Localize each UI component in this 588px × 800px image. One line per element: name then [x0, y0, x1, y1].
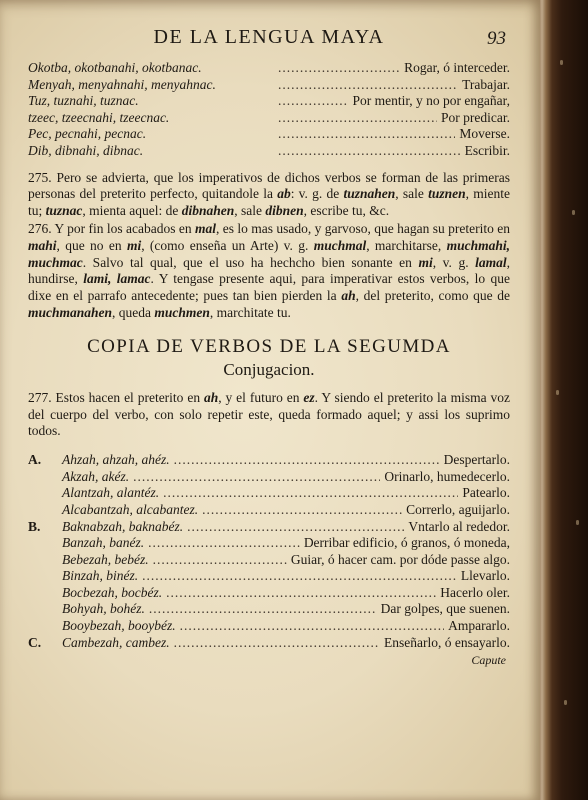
verb-entry: Menyah, menyahnahi, menyahnac. ..... Trabajar.	[28, 77, 510, 94]
verb-row: Akzah, akéz. ..... Orinarlo, humedecerlo.	[28, 469, 510, 486]
paragraph-276: 276. Y por fin los acabados en mal, es lo mas usado, y garvoso, que hagan su preterito en mahi, que no en mi, (como enseña un Arte) v. g. muchmal, marchitarse, muchmahi, muchmac. Salvo tal qual, que el uso ha hechcho bien sonante en mi, v. g. lamal, hundirse, lami, lamac. Y tengase presente aqui, para imperativar estos verbos, lo que dixe en el parrafo antecedente; pues tan bien pierden la ah, del preterito, como que de muchmanahen, queda muchmen, marchitate tu.	[28, 220, 511, 320]
verb-row: Bebezah, bebéz. ..... Guiar, ó hacer cam. por dóde passe algo.	[28, 552, 510, 569]
running-title: DE LA LENGUA MAYA	[153, 26, 385, 48]
verb-row: Alcabantzah, alcabantez. ..... Correrlo, aguijarlo.	[28, 502, 510, 519]
verb-entry: Okotba, okotbanahi, okotbanac. ..... Rogar, ó interceder.	[28, 60, 510, 77]
verb-row: Booybezah, booybéz. ..... Ampararlo.	[28, 618, 510, 635]
verb-entry: Dib, dibnahi, dibnac. ..... Escribir.	[28, 143, 510, 160]
paragraph-277: 277. Estos hacen el preterito en ah, y el futuro en ez. Y siendo el preterito la misma voz del cuerpo del verbo, con solo repetir este, queda formado aquel; y assi los suprimo todos.	[28, 389, 511, 439]
verb-row: C. Cambezah, cambez. ..... Enseñarlo, ó ensayarlo.	[28, 635, 510, 652]
verb-list	[28, 452, 510, 651]
verb-entry: tzeec, tzeecnahi, tzeecnac. ..... Por predicar.	[28, 110, 510, 127]
paragraph-275: 275. Pero se advierta, que los imperativos de dichos verbos se forman de las primeras personas del preterito perfecto, quitandole la ab: v. g. de tuznahen, sale tuznen, miente tu; tuznac, mienta aquel: de dibnahen, sale dibnen, escribe tu, &c.	[28, 169, 511, 219]
verb-row: A. Ahzah, ahzah, ahéz. ..... Despertarlo.	[28, 452, 510, 469]
verb-row: Bohyah, bohéz. ..... Dar golpes, que suenen.	[28, 601, 510, 618]
section-title: COPIA DE VERBOS DE LA SEGUMDA	[87, 335, 451, 357]
section-subtitle: Conjugacion.	[223, 359, 315, 379]
verb-row: B. Baknabzah, baknabéz. ..... Vntarlo al rededor.	[28, 519, 510, 536]
verb-row: Banzah, banéz. ..... Derribar edificio, ó granos, ó moneda,	[28, 535, 510, 552]
verb-row: Alantzah, alantéz. ..... Patearlo.	[28, 485, 510, 502]
verb-entries-top	[28, 60, 510, 160]
section-heading	[28, 336, 510, 380]
catchword: Capute	[471, 653, 506, 668]
verb-row: Binzah, binéz. ..... Llevarlo.	[28, 568, 510, 585]
verb-entry: Tuz, tuznahi, tuznac. ..... Por mentir, y no por engañar,	[28, 93, 510, 110]
verb-row: Bocbezah, bocbéz. ..... Hacerlo oler.	[28, 585, 510, 602]
running-head	[28, 26, 510, 60]
verb-entry: Pec, pecnahi, pecnac. ..... Moverse.	[28, 126, 510, 143]
page-number: 93	[487, 28, 506, 49]
book-binding	[536, 0, 588, 800]
